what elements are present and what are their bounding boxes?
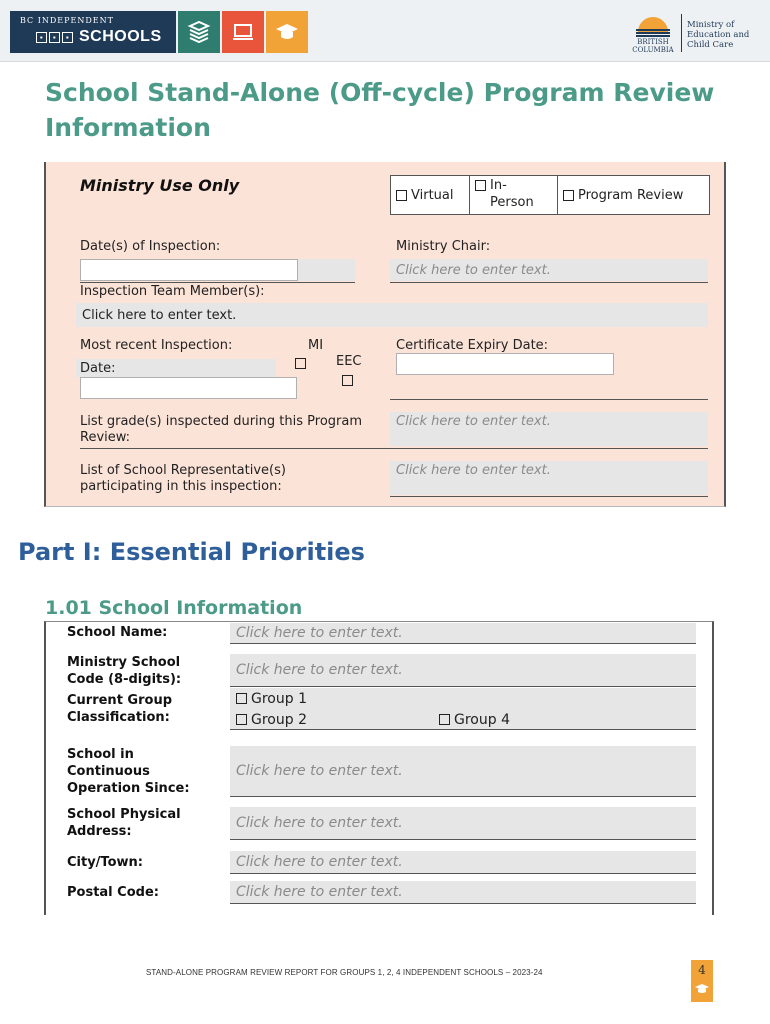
group-classification-label: Current Group Classification:: [67, 693, 173, 725]
books-icon: [178, 11, 220, 53]
province-name: BRITISH COLUMBIA: [632, 38, 674, 54]
program-review-option[interactable]: Program Review: [558, 176, 709, 214]
school-name-input[interactable]: Click here to enter text.: [230, 623, 696, 644]
page-number-badge: [691, 960, 713, 1002]
eec-label: EEC: [336, 354, 362, 369]
continuous-operation-input[interactable]: Click here to enter text.: [230, 746, 696, 797]
footer-text: STAND-ALONE PROGRAM REVIEW REPORT FOR GROUPS 1, 2, 4 INDEPENDENT SCHOOLS – 2023-24: [146, 968, 543, 977]
inspection-type-options: [390, 175, 710, 215]
logo-main-text: SCHOOLS: [79, 28, 162, 45]
page-header: [0, 0, 770, 62]
page-title: School Stand-Alone (Off-cycle) Program Review Information: [45, 78, 715, 142]
recent-date-input[interactable]: [80, 377, 297, 399]
abc-blocks-icon: ▪ ▪ ▪: [36, 32, 73, 43]
mi-checkbox[interactable]: [295, 358, 306, 369]
ministry-use-heading: Ministry Use Only: [80, 176, 240, 195]
grades-input[interactable]: Click here to enter text.: [390, 412, 708, 446]
school-name-label: School Name:: [67, 625, 168, 640]
ministry-code-input[interactable]: Click here to enter text.: [230, 654, 696, 687]
ministry-chair-label: Ministry Chair:: [396, 239, 491, 254]
part-title: Part I: Essential Priorities: [18, 538, 365, 566]
ministry-code-label: Ministry School Code (8-digits):: [67, 655, 182, 687]
representatives-input[interactable]: Click here to enter text.: [390, 461, 708, 495]
ministry-use-panel: [44, 162, 726, 507]
eec-checkbox[interactable]: [342, 375, 353, 386]
recent-inspection-label: Most recent Inspection:: [80, 338, 233, 353]
bc-independent-schools-logo: [10, 11, 176, 53]
certificate-expiry-label: Certificate Expiry Date:: [396, 338, 549, 353]
group-4-option[interactable]: Group 4: [439, 712, 510, 728]
city-input[interactable]: Click here to enter text.: [230, 851, 696, 874]
bc-sun-icon: [634, 12, 672, 38]
logo-top-text: BC INDEPENDENT: [20, 16, 114, 25]
mi-label: MI: [308, 338, 324, 353]
dates-input[interactable]: [80, 259, 298, 281]
virtual-option[interactable]: Virtual: [391, 176, 470, 214]
postal-code-input[interactable]: Click here to enter text.: [230, 881, 696, 904]
checkbox-icon[interactable]: [396, 190, 407, 201]
ministry-chair-input[interactable]: Click here to enter text.: [390, 259, 708, 281]
group-1-option[interactable]: Group 1: [236, 691, 307, 707]
checkbox-icon[interactable]: [439, 714, 450, 725]
ministry-logo: [628, 12, 758, 54]
page-number: 4: [698, 963, 706, 977]
physical-address-label: School Physical Address:: [67, 807, 181, 839]
postal-code-label: Postal Code:: [67, 885, 159, 900]
graduation-cap-icon: [695, 983, 709, 995]
continuous-operation-label: School in Continuous Operation Since:: [67, 747, 190, 796]
representatives-label: List of School Representative(s) participating in this inspection:: [80, 463, 286, 494]
group-2-option[interactable]: Group 2: [236, 712, 307, 728]
physical-address-input[interactable]: Click here to enter text.: [230, 807, 696, 840]
dates-label: Date(s) of Inspection:: [80, 239, 221, 254]
in-person-option[interactable]: In-Person: [470, 176, 558, 214]
certificate-expiry-input[interactable]: [396, 353, 614, 375]
team-input[interactable]: Click here to enter text.: [76, 303, 708, 327]
city-label: City/Town:: [67, 855, 143, 870]
ministry-name: Ministry of Education and Child Care: [687, 20, 750, 50]
school-information-table: [44, 621, 714, 915]
laptop-icon: [222, 11, 264, 53]
graduation-cap-icon: [266, 11, 308, 53]
section-title: 1.01 School Information: [45, 597, 303, 619]
team-label: Inspection Team Member(s):: [80, 284, 265, 299]
date-label: Date:: [80, 361, 116, 376]
checkbox-icon[interactable]: [475, 180, 486, 191]
grades-label: List grade(s) inspected during this Program Review:: [80, 414, 362, 445]
checkbox-icon[interactable]: [236, 714, 247, 725]
checkbox-icon[interactable]: [563, 190, 574, 201]
checkbox-icon[interactable]: [236, 693, 247, 704]
